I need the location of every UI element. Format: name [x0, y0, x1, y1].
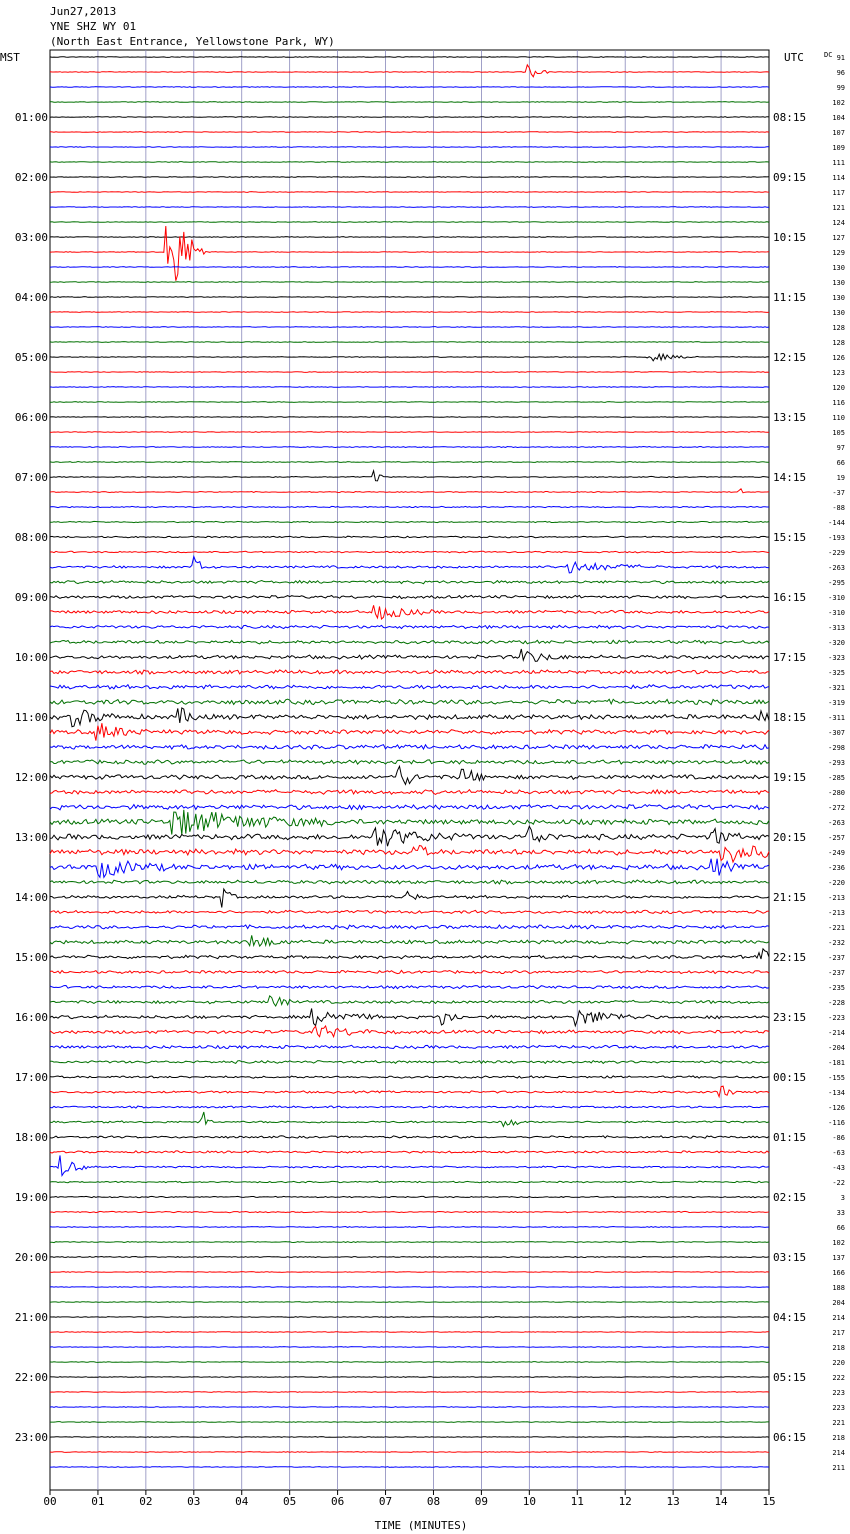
dc-offset-label: -228: [828, 999, 845, 1007]
x-tick-label: 07: [378, 1495, 393, 1508]
x-tick-label: 02: [139, 1495, 153, 1508]
trace-line: [50, 1437, 769, 1438]
trace-line: [50, 551, 769, 553]
trace-line: [50, 1347, 769, 1348]
dc-offset-label: -320: [828, 639, 845, 647]
utc-hour-label: 12:15: [773, 351, 807, 364]
dc-offset-label: -257: [828, 834, 845, 842]
dc-offset-label: 126: [832, 354, 845, 362]
dc-offset-label: -43: [832, 1164, 845, 1172]
x-tick-label: 04: [235, 1495, 249, 1508]
dc-offset-label: -263: [828, 564, 845, 572]
trace-line: [50, 226, 769, 281]
trace-line: [50, 147, 769, 148]
dc-offset-label: 166: [832, 1269, 845, 1277]
dc-offset-label: -144: [828, 519, 845, 527]
utc-hour-label: 15:15: [773, 531, 807, 544]
dc-offset-label: 116: [832, 399, 845, 407]
trace-line: [50, 805, 769, 810]
trace-line: [50, 745, 769, 750]
utc-hour-label: 19:15: [773, 771, 807, 784]
trace-line: [50, 222, 769, 223]
utc-hour-label: 01:15: [773, 1131, 807, 1144]
mst-hour-label: 18:00: [14, 1131, 48, 1144]
mst-hour-label: 13:00: [14, 831, 48, 844]
dc-offset-label: -280: [828, 789, 845, 797]
trace-line: [50, 708, 769, 727]
dc-offset-label: 221: [832, 1419, 845, 1427]
trace-line: [50, 949, 769, 959]
trace-line: [50, 685, 769, 689]
utc-hour-label: 14:15: [773, 471, 807, 484]
utc-hour-label: 04:15: [773, 1311, 807, 1324]
trace-line: [50, 826, 769, 846]
dc-offset-label: -204: [828, 1044, 845, 1052]
trace-line: [50, 1227, 769, 1228]
trace-line: [50, 447, 769, 448]
dc-offset-label: -295: [828, 579, 845, 587]
mst-hour-label: 16:00: [14, 1011, 48, 1024]
utc-hour-label: 16:15: [773, 591, 807, 604]
dc-offset-label: 127: [832, 234, 845, 242]
trace-line: [50, 207, 769, 208]
dc-offset-label: 211: [832, 1464, 845, 1472]
dc-offset-label: -323: [828, 654, 845, 662]
dc-offset-label: 120: [832, 384, 845, 392]
trace-line: [50, 1362, 769, 1363]
mst-hour-label: 14:00: [14, 891, 48, 904]
dc-offset-label: 218: [832, 1344, 845, 1352]
station-location: (North East Entrance, Yellowstone Park, WY): [50, 35, 335, 48]
trace-line: [50, 880, 769, 884]
mst-hour-label: 20:00: [14, 1251, 48, 1264]
dc-offset-label: -213: [828, 894, 845, 902]
trace-line: [50, 327, 769, 328]
x-tick-label: 00: [43, 1495, 57, 1508]
trace-line: [50, 889, 769, 908]
dc-offset-label: -298: [828, 744, 845, 752]
x-tick-label: 12: [618, 1495, 632, 1508]
dc-offset-label: 107: [832, 129, 845, 137]
mst-hour-label: 12:00: [14, 771, 48, 784]
trace-line: [50, 102, 769, 103]
trace-line: [50, 1026, 769, 1037]
trace-line: [50, 489, 769, 493]
dc-offset-label: 130: [832, 309, 845, 317]
dc-offset-label: 91: [836, 54, 845, 62]
trace-line: [50, 1422, 769, 1423]
utc-hour-label: 05:15: [773, 1371, 807, 1384]
mst-hour-label: 09:00: [14, 591, 48, 604]
dc-offset-label: -321: [828, 684, 845, 692]
utc-hour-label: 08:15: [773, 111, 807, 124]
dc-offset-label: 66: [836, 1224, 845, 1232]
mst-hour-label: 11:00: [14, 711, 48, 724]
trace-line: [50, 1106, 769, 1108]
dc-offset-label: 188: [832, 1284, 845, 1292]
trace-line: [50, 935, 769, 946]
utc-hour-label: 17:15: [773, 651, 807, 664]
utc-hour-label: 21:15: [773, 891, 807, 904]
dc-offset-label: 137: [832, 1254, 845, 1262]
dc-offset-label: -214: [828, 1029, 845, 1037]
trace-line: [50, 57, 769, 58]
mst-hour-label: 08:00: [14, 531, 48, 544]
trace-line: [50, 1136, 769, 1138]
dc-offset-label: 102: [832, 1239, 845, 1247]
dc-offset-label: 218: [832, 1434, 845, 1442]
trace-line: [50, 1211, 769, 1212]
utc-hour-label: 20:15: [773, 831, 807, 844]
dc-offset-label: -116: [828, 1119, 845, 1127]
dc-offset-label: -272: [828, 804, 845, 812]
trace-line: [50, 625, 769, 628]
trace-line: [50, 640, 769, 644]
x-tick-label: 09: [474, 1495, 489, 1508]
x-tick-label: 11: [570, 1495, 584, 1508]
mst-hour-label: 02:00: [14, 171, 48, 184]
dc-offset-label: -311: [828, 714, 845, 722]
mst-hour-label: 06:00: [14, 411, 48, 424]
dc-offset-label: 223: [832, 1389, 845, 1397]
trace-line: [50, 1181, 769, 1183]
x-axis-title: TIME (MINUTES): [374, 1519, 468, 1532]
dc-offset-label: 128: [832, 339, 845, 347]
dc-offset-label: -88: [832, 504, 845, 512]
plot-date: Jun27,2013: [50, 5, 117, 18]
dc-offset-label: 130: [832, 264, 845, 272]
dc-offset-label: -319: [828, 699, 845, 707]
dc-offset-label: 214: [832, 1449, 845, 1457]
dc-axis-label: DC: [824, 51, 833, 59]
trace-line: [50, 986, 769, 989]
utc-hour-label: 02:15: [773, 1191, 807, 1204]
trace-line: [50, 192, 769, 193]
trace-line: [50, 417, 769, 418]
dc-offset-label: -232: [828, 939, 845, 947]
dc-offset-label: 102: [832, 99, 845, 107]
utc-hour-label: 13:15: [773, 411, 807, 424]
dc-offset-label: 99: [836, 84, 845, 92]
trace-line: [50, 581, 769, 584]
dc-offset-label: -310: [828, 609, 845, 617]
trace-line: [50, 65, 769, 77]
dc-offset-label: -181: [828, 1059, 845, 1067]
dc-offset-label: 204: [832, 1299, 845, 1307]
trace-line: [50, 996, 769, 1006]
utc-hour-label: 11:15: [773, 291, 807, 304]
dc-offset-label: -223: [828, 1014, 845, 1022]
dc-offset-label: -134: [828, 1089, 845, 1097]
trace-line: [50, 1302, 769, 1303]
trace-line: [50, 1377, 769, 1378]
dc-offset-label: 128: [832, 324, 845, 332]
dc-offset-label: -63: [832, 1149, 845, 1157]
trace-line: [50, 1196, 769, 1197]
x-tick-label: 10: [522, 1495, 536, 1508]
dc-offset-label: 105: [832, 429, 845, 437]
dc-offset-label: -22: [832, 1179, 845, 1187]
dc-offset-label: 114: [832, 174, 845, 182]
trace-line: [50, 766, 769, 784]
trace-line: [50, 1332, 769, 1333]
trace-line: [50, 605, 769, 619]
mst-hour-label: 05:00: [14, 351, 48, 364]
dc-offset-label: 130: [832, 279, 845, 287]
trace-line: [50, 402, 769, 403]
dc-offset-label: -193: [828, 534, 845, 542]
dc-offset-label: 104: [832, 114, 845, 122]
x-tick-label: 15: [762, 1495, 776, 1508]
trace-line: [50, 297, 769, 298]
dc-offset-label: -37: [832, 489, 845, 497]
dc-offset-label: -126: [828, 1104, 845, 1112]
trace-line: [50, 1112, 769, 1127]
trace-line: [50, 162, 769, 163]
trace-line: [50, 910, 769, 913]
trace-line: [50, 237, 769, 238]
trace-line: [50, 312, 769, 313]
dc-offset-label: -263: [828, 819, 845, 827]
dc-offset-label: 109: [832, 144, 845, 152]
dc-offset-label: -213: [828, 909, 845, 917]
dc-offset-label: -237: [828, 969, 845, 977]
dc-offset-label: -325: [828, 669, 845, 677]
dc-offset-label: 217: [832, 1329, 845, 1337]
utc-hour-label: 06:15: [773, 1431, 807, 1444]
dc-offset-label: 97: [836, 444, 845, 452]
mst-hour-label: 22:00: [14, 1371, 48, 1384]
utc-hour-label: 09:15: [773, 171, 807, 184]
trace-line: [50, 1061, 769, 1064]
dc-offset-label: 117: [832, 189, 845, 197]
x-tick-label: 13: [666, 1495, 680, 1508]
dc-offset-label: -155: [828, 1074, 845, 1082]
mst-hour-label: 01:00: [14, 111, 48, 124]
dc-offset-label: 214: [832, 1314, 845, 1322]
mst-hour-label: 07:00: [14, 471, 48, 484]
utc-hour-label: 10:15: [773, 231, 807, 244]
trace-line: [50, 267, 769, 268]
trace-line: [50, 117, 769, 118]
dc-offset-label: 66: [836, 459, 845, 467]
trace-line: [50, 760, 769, 764]
mst-hour-label: 10:00: [14, 651, 48, 664]
trace-line: [50, 536, 769, 538]
trace-line: [50, 432, 769, 433]
trace-line: [50, 462, 769, 463]
trace-line: [50, 387, 769, 388]
x-tick-label: 08: [426, 1495, 441, 1508]
mst-hour-label: 17:00: [14, 1071, 48, 1084]
trace-line: [50, 1392, 769, 1393]
trace-line: [50, 557, 769, 573]
dc-offset-label: -229: [828, 549, 845, 557]
dc-offset-label: -307: [828, 729, 845, 737]
dc-offset-label: 96: [836, 69, 845, 77]
dc-offset-label: -285: [828, 774, 845, 782]
dc-offset-label: -310: [828, 594, 845, 602]
dc-offset-label: -221: [828, 924, 845, 932]
dc-offset-label: 19: [836, 474, 845, 482]
trace-line: [50, 859, 769, 878]
dc-offset-label: -235: [828, 984, 845, 992]
trace-line: [50, 1045, 769, 1048]
trace-line: [50, 1287, 769, 1288]
dc-offset-label: 33: [836, 1209, 845, 1217]
dc-offset-label: -86: [832, 1134, 845, 1142]
utc-hour-label: 03:15: [773, 1251, 807, 1264]
plot-frame: [50, 50, 769, 1490]
dc-offset-label: -237: [828, 954, 845, 962]
mst-axis-label: MST: [0, 51, 20, 64]
trace-line: [50, 723, 769, 740]
trace-line: [50, 1086, 769, 1097]
trace-line: [50, 1155, 769, 1175]
utc-hour-label: 22:15: [773, 951, 807, 964]
trace-line: [50, 1317, 769, 1318]
trace-line: [50, 506, 769, 507]
trace-line: [50, 471, 769, 481]
trace-line: [50, 810, 769, 835]
mst-hour-label: 03:00: [14, 231, 48, 244]
x-tick-label: 01: [91, 1495, 105, 1508]
dc-offset-label: 3: [840, 1194, 845, 1202]
x-tick-label: 05: [283, 1495, 297, 1508]
dc-offset-label: 220: [832, 1359, 845, 1367]
trace-line: [50, 1257, 769, 1258]
trace-line: [50, 1407, 769, 1408]
trace-line: [50, 1452, 769, 1453]
dc-offset-label: 130: [832, 294, 845, 302]
station-code: YNE SHZ WY 01: [50, 20, 137, 33]
trace-line: [50, 1272, 769, 1273]
utc-hour-label: 23:15: [773, 1011, 807, 1024]
trace-line: [50, 521, 769, 522]
trace-line: [50, 1076, 769, 1078]
utc-hour-label: 18:15: [773, 711, 807, 724]
trace-line: [50, 372, 769, 373]
trace-line: [50, 1467, 769, 1468]
trace-line: [50, 132, 769, 133]
utc-axis-label: UTC: [784, 51, 804, 64]
trace-line: [50, 699, 769, 705]
utc-hour-label: 00:15: [773, 1071, 807, 1084]
mst-hour-label: 15:00: [14, 951, 48, 964]
trace-line: [50, 670, 769, 674]
trace-line: [50, 970, 769, 973]
trace-line: [50, 282, 769, 283]
dc-offset-label: -236: [828, 864, 845, 872]
trace-line: [50, 342, 769, 343]
mst-hour-label: 23:00: [14, 1431, 48, 1444]
trace-line: [50, 790, 769, 795]
x-tick-label: 03: [187, 1495, 201, 1508]
trace-line: [50, 177, 769, 178]
dc-offset-label: 124: [832, 219, 845, 227]
trace-line: [50, 595, 769, 598]
trace-line: [50, 925, 769, 929]
dc-offset-label: 223: [832, 1404, 845, 1412]
dc-offset-label: -313: [828, 624, 845, 632]
dc-offset-label: 222: [832, 1374, 845, 1382]
trace-line: [50, 649, 769, 661]
dc-offset-label: 123: [832, 369, 845, 377]
x-tick-label: 14: [714, 1495, 728, 1508]
trace-line: [50, 1242, 769, 1243]
dc-offset-label: 111: [832, 159, 845, 167]
x-tick-label: 06: [330, 1495, 345, 1508]
dc-offset-label: 129: [832, 249, 845, 257]
dc-offset-label: -293: [828, 759, 845, 767]
trace-line: [50, 846, 769, 863]
mst-hour-label: 04:00: [14, 291, 48, 304]
trace-line: [50, 1151, 769, 1153]
dc-offset-label: -249: [828, 849, 845, 857]
dc-offset-label: 121: [832, 204, 845, 212]
trace-line: [50, 1009, 769, 1026]
dc-offset-label: -220: [828, 879, 845, 887]
mst-hour-label: 19:00: [14, 1191, 48, 1204]
trace-line: [50, 87, 769, 88]
mst-hour-label: 21:00: [14, 1311, 48, 1324]
trace-line: [50, 354, 769, 361]
dc-offset-label: 110: [832, 414, 845, 422]
